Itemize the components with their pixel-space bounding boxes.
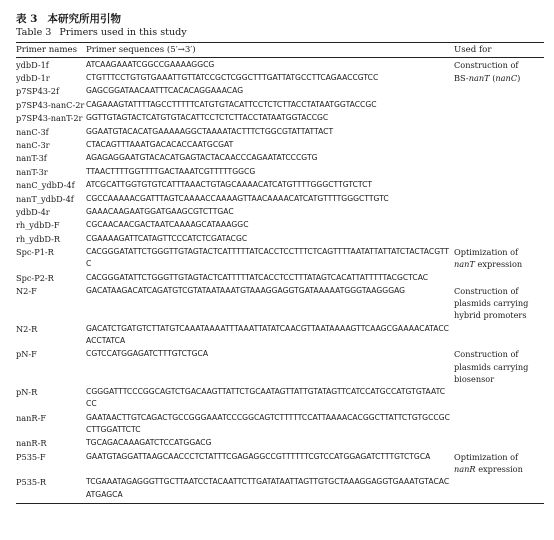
used-for-line: nanR expression: [454, 464, 523, 475]
primer-sequence-cell: TGCAGACAAAGATCTCCATGGACG: [86, 438, 212, 448]
used-for-cell: [454, 245, 544, 271]
used-for-cell: [454, 322, 544, 348]
used-for-cell: [454, 112, 544, 125]
table-row: [16, 85, 544, 98]
primer-sequence-cell: GGTTGTAGTACTCATGTGTACATTCCTCTCTTACCTATAATGGTACCGC: [86, 113, 329, 123]
table-header-row: [16, 43, 544, 58]
used-for-cell: [454, 165, 544, 178]
table-caption-cn: [16, 12, 544, 26]
table-row: [16, 152, 544, 165]
header-primer-names: Primer names: [16, 43, 86, 58]
table-body: [16, 58, 544, 504]
header-primer-sequences: Primer sequences (5′→3′): [86, 43, 454, 58]
primer-name-cell: ydbD-1f: [16, 59, 49, 70]
table-row: [16, 386, 544, 412]
table-row: [16, 232, 544, 245]
primer-sequence-cell: ATCAAGAAATCGGCCGAAAAGGCG: [86, 59, 215, 69]
table-row: [16, 476, 544, 504]
used-for-cell: [454, 476, 544, 504]
primer-name-cell: nanT-3r: [16, 166, 48, 177]
primer-sequence-cell: CGTCCATGGAGATCTTTGTCTGCA: [86, 349, 209, 359]
primer-name-cell: pN-F: [16, 349, 37, 360]
used-for-line: Construction of: [454, 59, 519, 70]
primer-sequence-cell: CTACAGTTTAAATGACACACCAATGCGAT: [86, 139, 234, 149]
primer-sequence-cell: GAATAACTTGTCAGACTGCCGGGAAATCCCGGCAGTCTTTTTCCATTAAAACACGGCTTATTCTGTGCCGCCTTGGATTCTC: [86, 412, 450, 435]
table-row: [16, 125, 544, 138]
primer-name-cell: nanT_ydbD-4f: [16, 193, 74, 204]
primer-name-cell: Spc-P1-R: [16, 247, 54, 258]
table-row: [16, 138, 544, 151]
table-row: [16, 165, 544, 178]
table-row: [16, 437, 544, 450]
table-row: [16, 71, 544, 84]
primer-name-cell: nanT-3f: [16, 153, 47, 164]
primer-sequence-cell: GAGCGGATAACAATTTCACACAGGAAACAG: [86, 86, 244, 96]
used-for-cell: [454, 71, 544, 84]
used-for-cell: [454, 386, 544, 412]
used-for-line: Optimization of: [454, 451, 519, 462]
primer-sequence-cell: CAGAAAGTATTTTAGCCTTTTTCATGTGTACATTCCTCTCTTACCTATAATGGTACCGC: [86, 99, 377, 109]
used-for-cell: [454, 152, 544, 165]
primer-name-cell: rh_ydbD-F: [16, 220, 60, 231]
primer-sequence-cell: CGCAACAACGACTAATCAAAAGCATAAAGGC: [86, 220, 249, 230]
used-for-cell: [454, 271, 544, 284]
table-title-cn: 本研究所用引物: [47, 13, 121, 25]
primer-name-cell: nanR-F: [16, 412, 47, 423]
used-for-line: Construction of: [454, 286, 519, 297]
table-row: [16, 411, 544, 437]
table-row: [16, 219, 544, 232]
primer-sequence-cell: TCGAAATAGAGGGTTGCTTAATCCTACAATTCTTGATATAATTAGTTGTGCTAAAGGAGGTGAAATGTACACATGAGCA: [86, 476, 454, 504]
used-for-cell: [454, 205, 544, 218]
primer-name-cell: nanR-R: [16, 438, 47, 449]
used-for-cell: [454, 98, 544, 111]
table-caption-en: [16, 26, 544, 39]
primer-name-cell: ydbD-1r: [16, 72, 50, 83]
primer-sequence-cell: AGAGAGGAATGTACACATGAGTACTACAACCCAGAATATCCCGTG: [86, 153, 318, 163]
used-for-cell: [454, 411, 544, 437]
primer-sequence-cell: CGGGATTTCCCGGCAGTCTGACAAGTTATTCTGCAATAGTTATTGTATAGTTCATCCATGCCATGTGTAATCCC: [86, 387, 446, 409]
primer-sequence-cell: GGAATGTACACATGAAAAAGGCTAAAATACTTTCTGGCGTATTATTACT: [86, 126, 334, 136]
primer-sequence-cell: GACATCTGATGTCTTATGTCAAATAAAATTTAAATTATATCAACGTTAATAAAAGTTCAAGCGAAAACATACCACCTATCA: [86, 323, 449, 346]
table-row: [16, 284, 544, 322]
table-row: [16, 58, 544, 72]
primer-sequence-cell: GAAACAAGAATGGATGAAGCGTCTTGAC: [86, 206, 234, 216]
primer-name-cell: nanC-3r: [16, 139, 50, 150]
table-row: [16, 112, 544, 125]
used-for-line: hybrid promoters: [454, 310, 527, 321]
primer-name-cell: ydbD-4r: [16, 206, 50, 217]
primer-name-cell: nanC-3f: [16, 126, 49, 137]
table-row: [16, 205, 544, 218]
used-for-cell: [454, 450, 544, 476]
used-for-cell: [454, 125, 544, 138]
table-title-en: Primers used in this study: [59, 27, 187, 38]
used-for-line: Optimization of: [454, 247, 519, 258]
used-for-cell: [454, 348, 544, 386]
used-for-line: Construction of: [454, 349, 519, 360]
primer-name-cell: Spc-P2-R: [16, 272, 54, 283]
used-for-line: plasmids carrying: [454, 361, 529, 372]
primer-name-cell: P535-R: [16, 476, 86, 504]
primer-sequence-cell: ATCGCATTGGTGTGTCATTTAAACTGTAGCAAAACATCATGTTTTGGGCTTGTCTCT: [86, 180, 373, 190]
primer-sequence-cell: TTAACTTTTGGTTTTGACTAAATCGTTTTTGGCG: [86, 166, 256, 176]
used-for-line: biosensor: [454, 373, 495, 384]
used-for-cell: [454, 284, 544, 322]
table-row: [16, 192, 544, 205]
table-row: [16, 271, 544, 284]
primer-name-cell: rh_ydbD-R: [16, 233, 61, 244]
primer-name-cell: pN-R: [16, 387, 38, 398]
primer-sequence-cell: CGCCAAAAACGATTTAGTCAAAACCAAAAGTTAACAAAACATCATGTTTTGGGCTTGTC: [86, 193, 389, 203]
primer-name-cell: P535-F: [16, 451, 46, 462]
table-row: [16, 179, 544, 192]
used-for-line: nanT expression: [454, 259, 523, 270]
used-for-cell: [454, 179, 544, 192]
table-row: [16, 322, 544, 348]
primer-sequence-cell: CTGTTTCCTGTGTGAAATTGTTATCCGCTCGGCTTTGATTATGCCTTCAGAACCGTCC: [86, 72, 379, 82]
table-row: [16, 348, 544, 386]
primer-sequence-cell: CACGGGATATTCTGGGTTGTAGTACTCATTTTTATCACCTCCTTTATAGTCACATTATTTTTACGCTCAC: [86, 272, 429, 282]
primer-name-cell: p7SP43-2f: [16, 86, 59, 97]
used-for-cell: [454, 85, 544, 98]
table-number-cn: 表 3: [16, 13, 38, 25]
header-used-for: Used for: [454, 43, 544, 58]
table-row: [16, 450, 544, 476]
used-for-cell: [454, 58, 544, 72]
primer-sequence-cell: GAATGTAGGATTAAGCAACCCTCTATTTCGAGAGGCCGTTTTTTCGTCCATGGAGATCTTTGTCTGCA: [86, 451, 431, 461]
used-for-cell: [454, 192, 544, 205]
used-for-cell: [454, 232, 544, 245]
table-row: [16, 98, 544, 111]
used-for-cell: [454, 138, 544, 151]
table-number-en: Table 3: [16, 27, 52, 38]
primer-sequence-cell: CACGGGATATTCTGGGTTGTAGTACTCATTTTTATCACCTCCTTTCTCAGTTTTAATATTATTATCTACTACGTTC: [86, 247, 450, 269]
used-for-line: plasmids carrying: [454, 298, 529, 309]
primer-name-cell: N2-F: [16, 286, 37, 297]
primer-name-cell: N2-R: [16, 323, 38, 334]
primer-name-cell: p7SP43-nanT-2r: [16, 113, 83, 124]
table-row: [16, 245, 544, 271]
primer-table: [16, 42, 544, 504]
primer-name-cell: nanC_ydbD-4f: [16, 180, 75, 191]
primer-sequence-cell: GACATAAGACATCAGATGTCGTATAATAAATGTAAAGGAGGTGATAAAAATGGGTAAGGGAG: [86, 286, 406, 296]
primer-sequence-cell: CGAAAAGATTCATAGTTCCCATCTCGATACGC: [86, 233, 248, 243]
used-for-line: BS-nanT (nanC): [454, 72, 521, 83]
used-for-cell: [454, 219, 544, 232]
used-for-cell: [454, 437, 544, 450]
primer-name-cell: p7SP43-nanC-2r: [16, 99, 85, 110]
